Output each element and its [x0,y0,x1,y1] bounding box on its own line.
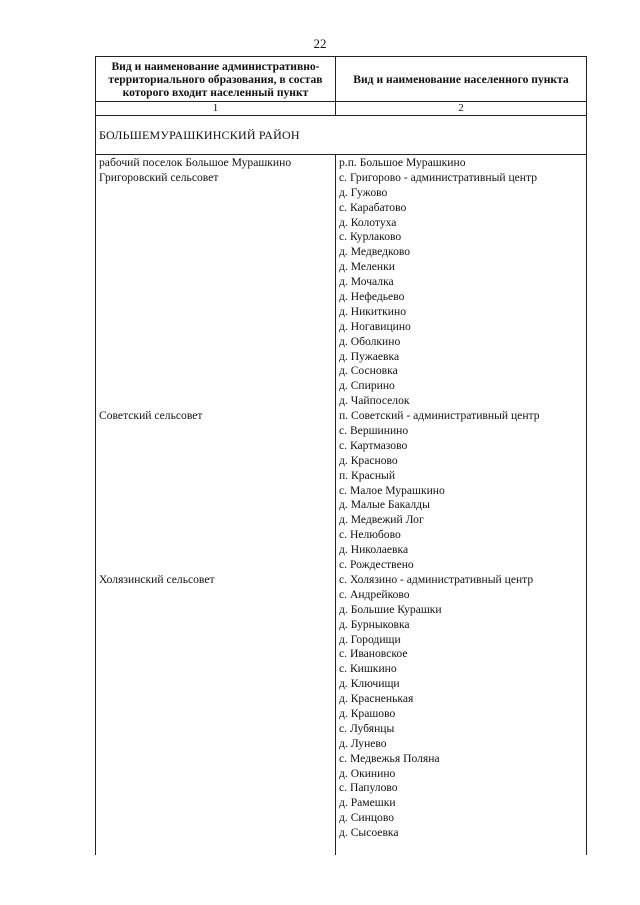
admin-unit-spacer [99,692,332,707]
table-header-row [96,57,587,102]
settlement-item: д. Оболкино [339,334,401,348]
page-number: 22 [313,36,327,51]
admin-unit-spacer [99,379,332,394]
column-number-2: 2 [336,102,587,116]
settlement-item: д. Городищи [339,632,401,646]
settlement-item: р.п. Большое Мурашкино [339,156,466,169]
admin-unit-spacer [99,737,332,752]
settlement-item: д. Пужаевка [339,349,400,363]
admin-unit-spacer [99,811,332,826]
admin-unit-spacer [99,513,332,528]
admin-unit-spacer [99,335,332,350]
settlement-item: д. Спирино [339,379,395,393]
settlement-item: д. Рамешки [339,796,396,810]
admin-unit-name: Холязинский сельсовет [99,572,215,586]
admin-unit-spacer [99,781,332,796]
settlement-item: с. Нелюбово [339,528,401,542]
settlement-item: д. Чайпоселок [339,394,410,408]
admin-unit-column [96,155,336,855]
settlement-item: д. Ногавицино [339,319,411,333]
admin-unit-spacer [99,618,332,633]
settlement-item: д. Сосновка [339,364,398,378]
settlement-item: с. Андрейково [339,587,410,601]
admin-unit-spacer [99,588,332,603]
settlement-item: с. Карабатово [339,200,407,214]
admin-unit-spacer [99,364,332,379]
admin-unit-spacer [99,216,332,231]
settlement-item: д. Красненькая [339,692,414,706]
admin-unit-spacer [99,350,332,365]
settlement-item: д. Красново [339,453,398,467]
admin-unit-spacer [99,484,332,499]
settlement-item: д. Сысоевка [339,826,399,840]
settlement-item: д. Нефедьево [339,290,405,304]
column-bottom-space [339,841,583,855]
admin-unit-spacer [99,796,332,811]
settlement-item: с. Рождествено [339,558,414,572]
settlement-item: д. Лунево [339,736,387,750]
settlement-item: д. Медвежий Лог [339,513,424,527]
district-row [96,116,587,155]
settlement-item: с. Папулово [339,781,398,795]
settlement-item: д. Окинино [339,766,396,780]
column-number-1: 1 [96,102,336,116]
admin-unit-spacer [99,543,332,558]
admin-unit-name: рабочий поселок Большое Мурашкино [99,156,292,169]
admin-unit-spacer [99,439,332,454]
settlement-item: с. Картмазово [339,438,408,452]
admin-unit-spacer [99,722,332,737]
admin-unit-spacer [99,633,332,648]
settlement-item: с. Медвежья Поляна [339,751,440,765]
admin-unit-spacer [99,603,332,618]
settlement-item: д. Гужово [339,185,388,199]
settlement-item: п. Советский - административный центр [339,409,540,423]
settlements-table [95,56,587,855]
admin-unit-spacer [99,186,332,201]
admin-unit-spacer [99,707,332,722]
table-body-row [96,155,587,855]
admin-unit-spacer [99,454,332,469]
admin-unit-spacer [99,469,332,484]
settlement-item: п. Красный [339,468,396,482]
district-name: БОЛЬШЕМУРАШКИНСКИЙ РАЙОН [96,116,587,155]
admin-unit-spacer [99,290,332,305]
settlement-item: с. Вершинино [339,424,409,438]
admin-unit-spacer [99,498,332,513]
settlement-column [336,155,587,855]
admin-unit-spacer [99,528,332,543]
admin-unit-spacer [99,826,332,841]
admin-unit-spacer [99,245,332,260]
admin-unit-spacer [99,767,332,782]
settlement-item: с. Курлаково [339,230,402,244]
admin-unit-spacer [99,260,332,275]
admin-unit-spacer [99,677,332,692]
settlement-item: с. Холязино - административный центр [339,572,534,586]
admin-unit-spacer [99,394,332,409]
settlement-item: д. Колотуха [339,215,397,229]
admin-unit-spacer [99,201,332,216]
admin-unit-spacer [99,558,332,573]
settlement-item: с. Малое Мурашкино [339,483,445,497]
settlement-item: с. Григорово - административный центр [339,170,538,184]
admin-unit-spacer [99,647,332,662]
settlement-item: д. Никиткино [339,304,407,318]
admin-unit-spacer [99,275,332,290]
settlement-item: с. Ивановское [339,647,408,661]
admin-unit-spacer [99,662,332,677]
settlement-item: д. Меленки [339,260,395,274]
admin-unit-spacer [99,424,332,439]
admin-unit-name: Григоровский сельсовет [99,170,219,184]
column-bottom-space [99,841,332,855]
admin-unit-spacer [99,320,332,335]
settlement-item: д. Малые Бакалды [339,498,430,512]
header-settlement: Вид и наименование населенного пункта [336,57,587,102]
settlement-item: д. Ключищи [339,677,400,691]
settlement-item: д. Мочалка [339,275,394,289]
settlement-item: с. Кишкино [339,662,397,676]
column-number-row [96,102,587,116]
admin-unit-name: Советский сельсовет [99,409,203,423]
settlement-item: д. Синцово [339,811,395,825]
settlement-item: д. Крашово [339,706,396,720]
settlement-item: д. Бурныковка [339,617,410,631]
settlement-item: с. Лубянцы [339,721,395,735]
settlement-item: д. Медведково [339,245,411,259]
admin-unit-spacer [99,305,332,320]
settlement-item: д. Большие Курашки [339,602,442,616]
header-admin-unit: Вид и наименование административно-территориального образования, в состав которого входит населенный пункт [96,57,336,102]
admin-unit-spacer [99,230,332,245]
settlement-item: д. Николаевка [339,543,409,557]
admin-unit-spacer [99,752,332,767]
